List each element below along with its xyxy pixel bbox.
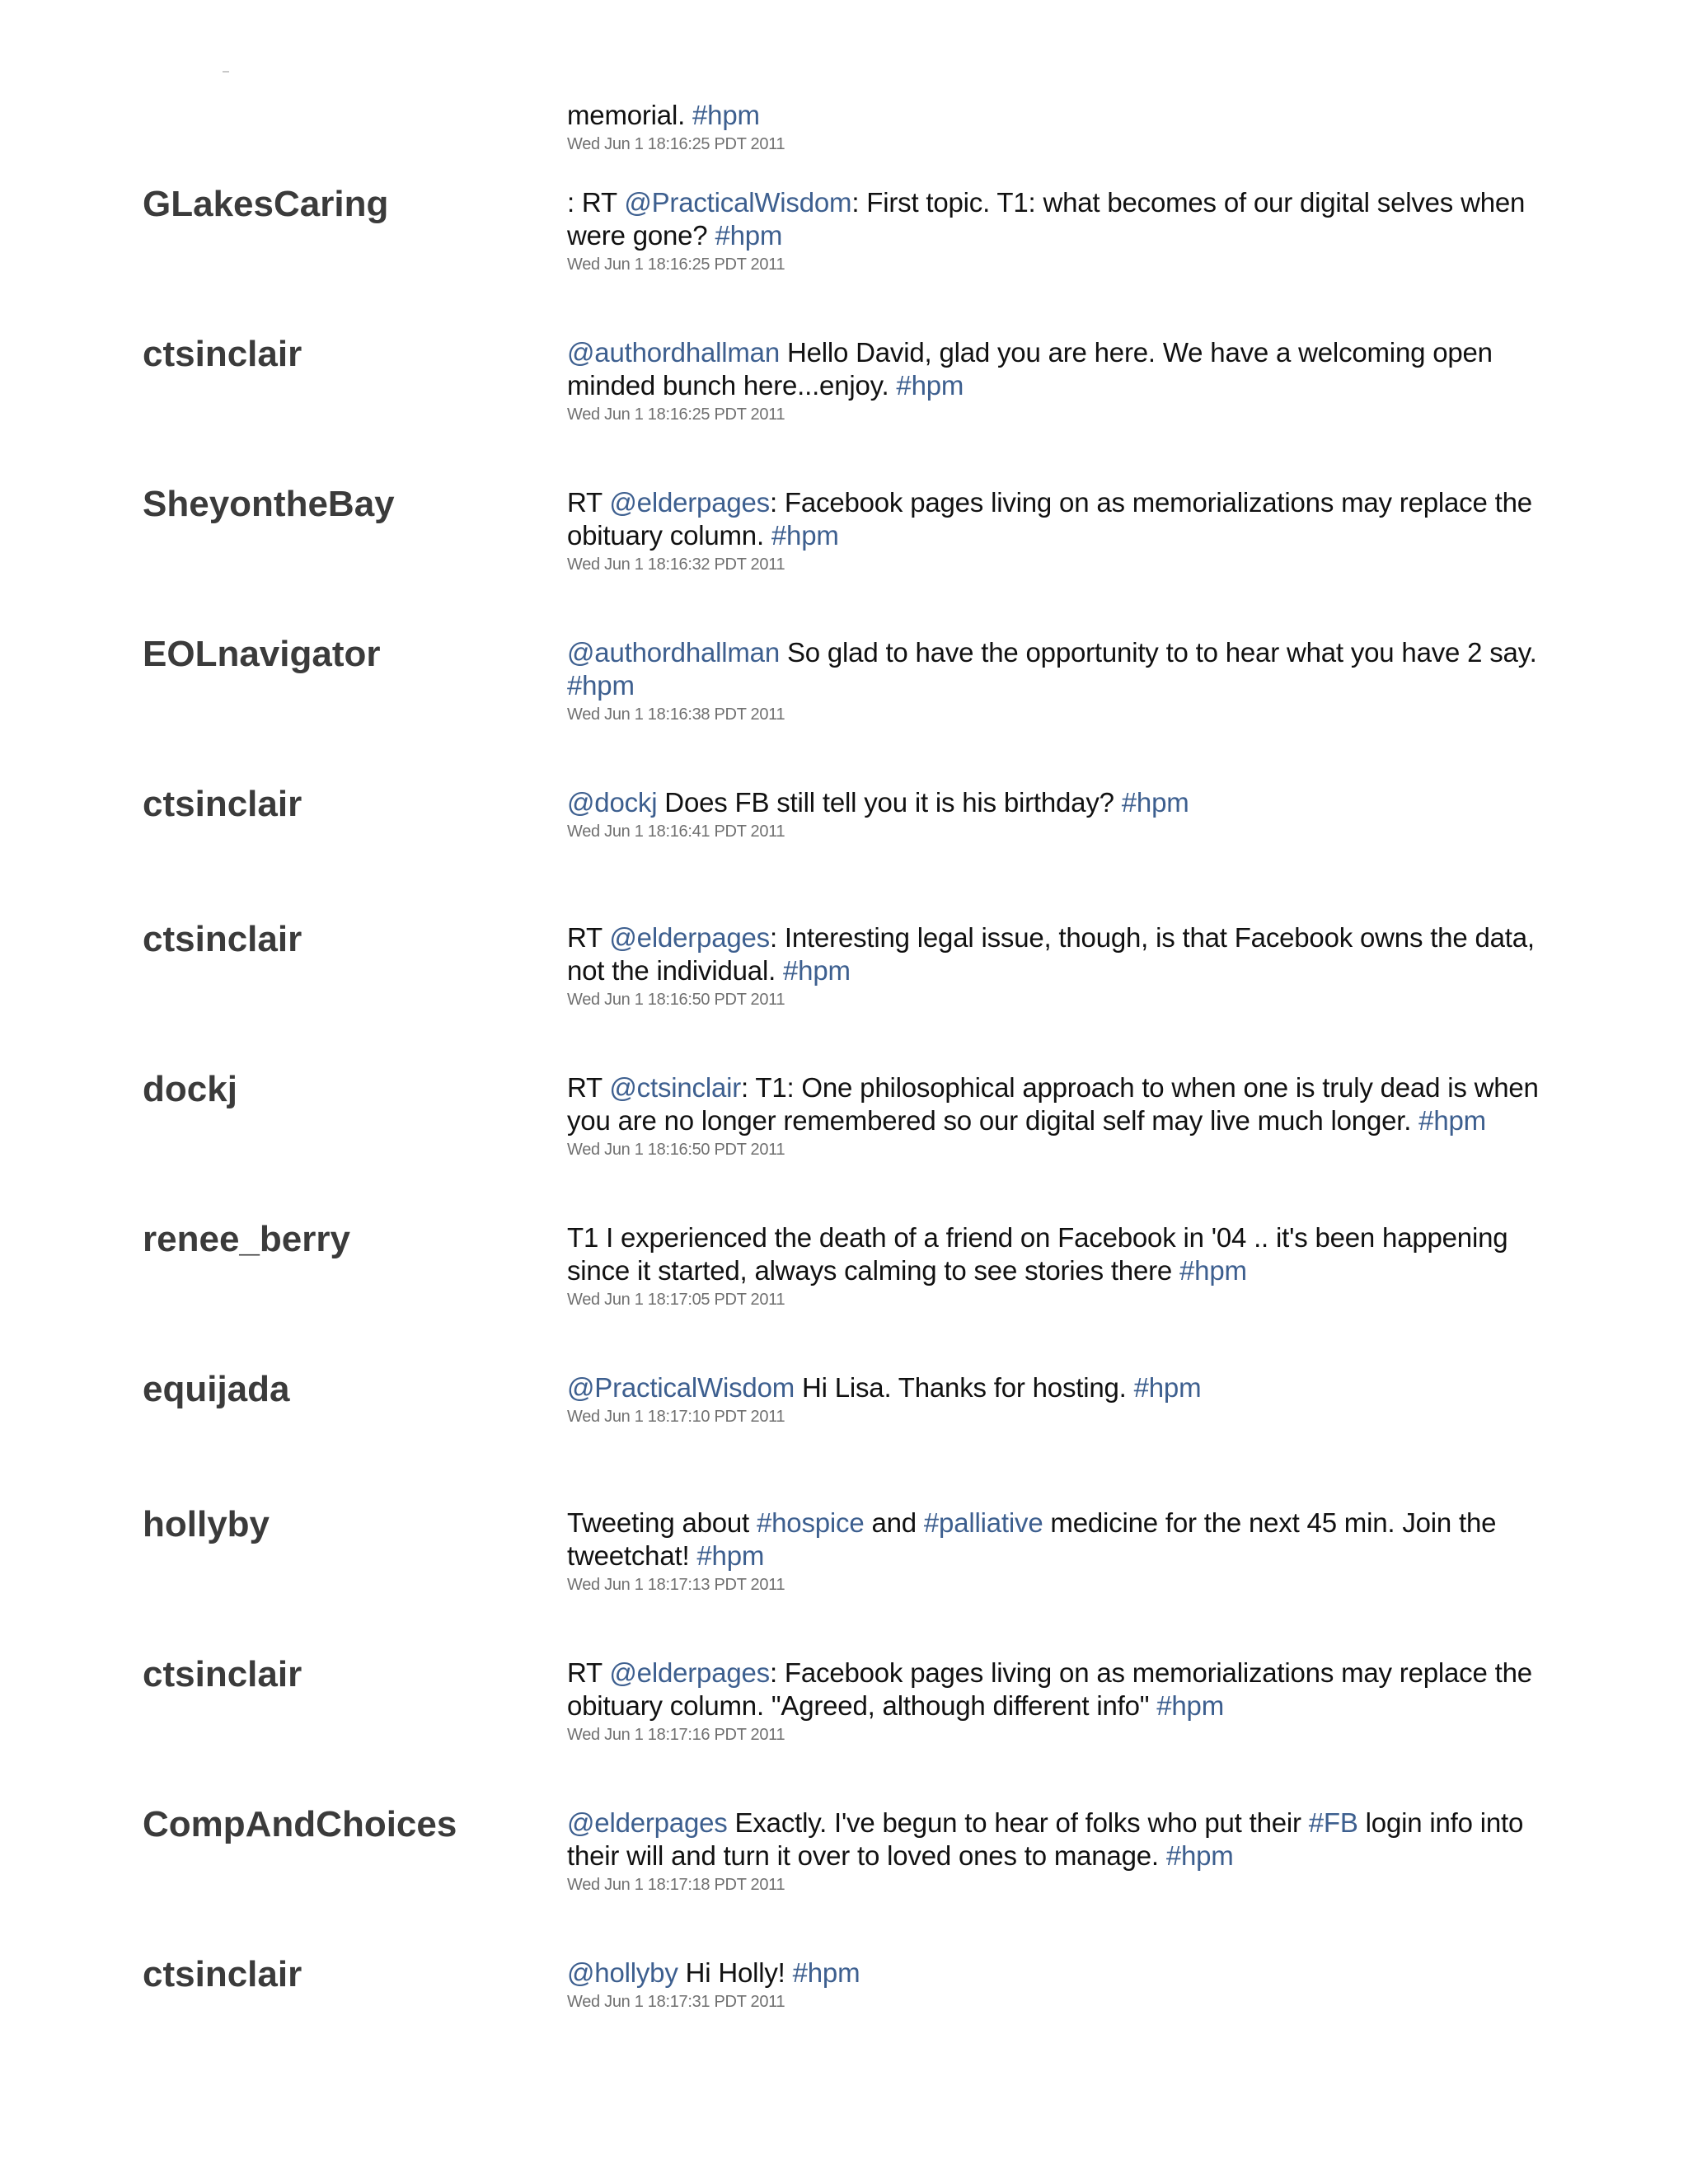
hashtag-link[interactable]: #hpm [715,220,783,251]
hashtag-link[interactable]: #hpm [792,1957,860,1988]
tweet-content [567,99,1556,155]
mention-link[interactable]: @authordhallman [567,337,780,368]
tweet-timestamp: Wed Jun 1 18:16:32 PDT 2011 [567,555,785,574]
hashtag-link[interactable]: #hospice [757,1507,865,1538]
mention-link[interactable]: @elderpages [567,1807,728,1838]
tweet-timestamp: Wed Jun 1 18:17:16 PDT 2011 [567,1726,785,1744]
tweet-text [567,636,1556,702]
tweet-text-segment: RT [567,487,610,518]
tweet-timestamp: Wed Jun 1 18:17:31 PDT 2011 [567,1993,785,2011]
tweet-text-segment: Exactly. I've begun to hear of folks who put their [727,1807,1309,1838]
hashtag-link[interactable]: #hpm [771,520,839,551]
mention-link[interactable]: @elderpages [609,487,770,518]
tweet-username[interactable]: dockj [143,1069,237,1109]
tweet-text [567,186,1556,252]
tweet-text-segment: memorial. [567,100,693,130]
hashtag-link[interactable]: #hpm [1165,1840,1234,1871]
tweet-text [567,486,1556,552]
tweet-content [567,486,1556,575]
hashtag-link[interactable]: #hpm [1121,787,1189,818]
tweet-username[interactable]: SheyontheBay [143,484,395,524]
tweet-username[interactable]: GLakesCaring [143,184,389,224]
hashtag-link[interactable]: #hpm [783,955,851,986]
tweet-text [567,1071,1556,1137]
tweet-content [567,1371,1556,1427]
tweet-text-segment: Hi Lisa. Thanks for hosting. [795,1372,1134,1403]
tweet-text-segment: : Facebook pages living on as memorializations may replace the obituary column. "Agreed, although different info" [567,1657,1532,1721]
tweet-username[interactable]: ctsinclair [143,784,302,824]
hashtag-link[interactable]: #hpm [696,1540,765,1571]
hashtag-link[interactable]: #hpm [567,670,635,701]
tweet-text-segment: RT [567,1657,610,1688]
tweet-username[interactable]: ctsinclair [143,1954,302,1994]
tweet-text-segment: login info into their will and turn it over to loved ones to manage. [567,1807,1524,1871]
tweet-content [567,186,1556,275]
tweet-content [567,1957,1556,2013]
hashtag-link[interactable]: #FB [1308,1807,1358,1838]
mention-link[interactable]: @elderpages [609,1657,770,1688]
tweet-username[interactable]: ctsinclair [143,334,302,374]
tweet-timestamp: Wed Jun 1 18:16:50 PDT 2011 [567,991,785,1009]
hashtag-link[interactable]: #hpm [1179,1255,1247,1286]
tweet-timestamp: Wed Jun 1 18:17:05 PDT 2011 [567,1291,785,1309]
tweet-text-segment: RT [567,1072,610,1103]
tweet-timestamp: Wed Jun 1 18:16:25 PDT 2011 [567,405,785,424]
hashtag-link[interactable]: #hpm [1418,1105,1486,1136]
tweet-text [567,1807,1556,1872]
tweet-text-segment: : Facebook pages living on as memorializations may replace the obituary column. [567,487,1532,551]
tweet-username[interactable]: EOLnavigator [143,634,381,674]
tweet-content [567,1807,1556,1896]
tweet-content [567,1507,1556,1596]
tweet-text [567,1507,1556,1572]
hashtag-link[interactable]: #hpm [896,370,964,401]
tweet-text-segment: : T1: One philosophical approach to when one is truly dead is when you are no longer remembered so our digital self may live much longer. [567,1072,1539,1136]
tweet-text [567,921,1556,987]
hashtag-link[interactable]: #palliative [923,1507,1043,1538]
hashtag-link[interactable]: #hpm [1133,1372,1202,1403]
tweet-content [567,921,1556,1010]
tweet-content [567,336,1556,425]
tweet-timestamp: Wed Jun 1 18:16:50 PDT 2011 [567,1141,785,1159]
tweet-username[interactable]: ctsinclair [143,1654,302,1694]
tweet-timestamp: Wed Jun 1 18:16:25 PDT 2011 [567,255,785,274]
mention-link[interactable]: @elderpages [609,922,770,953]
tweet-text-segment: T1 I experienced the death of a friend on Facebook in '04 .. it's been happening since it started, always calming to see stories there [567,1222,1508,1286]
tweet-username[interactable]: ctsinclair [143,919,302,959]
tweet-text-segment: Hi Holly! [678,1957,793,1988]
tweet-timestamp: Wed Jun 1 18:17:13 PDT 2011 [567,1576,785,1594]
tweet-username[interactable]: hollyby [143,1504,270,1544]
tweet-text-segment: Tweeting about [567,1507,757,1538]
mention-link[interactable]: @hollyby [567,1957,678,1988]
tweet-text [567,1221,1556,1287]
tweet-username[interactable]: equijada [143,1369,290,1409]
tweet-text-segment: and [864,1507,924,1538]
tweet-text [567,336,1556,402]
hashtag-link[interactable]: #hpm [692,100,760,130]
mention-link[interactable]: @PracticalWisdom [567,1372,795,1403]
tweet-text-segment: RT [567,922,610,953]
tweet-username[interactable]: CompAndChoices [143,1804,457,1844]
mention-link[interactable]: @authordhallman [567,637,780,668]
tweet-text-segment: medicine for the next 45 min. Join the tweetchat! [567,1507,1497,1571]
tweet-content [567,1657,1556,1746]
hashtag-link[interactable]: #hpm [1156,1690,1224,1721]
tweet-content [567,1221,1556,1310]
tweet-text [567,1657,1556,1722]
tweet-text-segment: Does FB still tell you it is his birthday? [657,787,1122,818]
tweet-text-segment: Hello David, glad you are here. We have a welcoming open minded bunch here...enjoy. [567,337,1493,401]
mention-link[interactable]: @PracticalWisdom [624,187,852,218]
tweet-text [567,1957,1556,1990]
tweet-timestamp: Wed Jun 1 18:16:38 PDT 2011 [567,705,785,724]
tweet-content [567,636,1556,725]
tweet-timestamp: Wed Jun 1 18:16:25 PDT 2011 [567,135,785,153]
tweet-timestamp: Wed Jun 1 18:16:41 PDT 2011 [567,823,785,841]
tweet-timestamp: Wed Jun 1 18:17:10 PDT 2011 [567,1408,785,1426]
tweet-timestamp: Wed Jun 1 18:17:18 PDT 2011 [567,1876,785,1894]
tweet-text [567,1371,1556,1404]
tweet-text [567,99,1556,132]
tweet-content [567,1071,1556,1160]
mention-link[interactable]: @dockj [567,787,658,818]
tweet-text-segment: : RT [567,187,625,218]
mention-link[interactable]: @ctsinclair [609,1072,742,1103]
tweet-username[interactable]: renee_berry [143,1219,350,1259]
tweet-text-segment: So glad to have the opportunity to to hear what you have 2 say. [780,637,1537,668]
tweet-text-segment: : First topic. T1: what becomes of our digital selves when were gone? [567,187,1526,251]
tweet-text [567,786,1556,819]
tweet-text-segment: : Interesting legal issue, though, is that Facebook owns the data, not the individual. [567,922,1535,986]
tweet-content [567,786,1556,842]
